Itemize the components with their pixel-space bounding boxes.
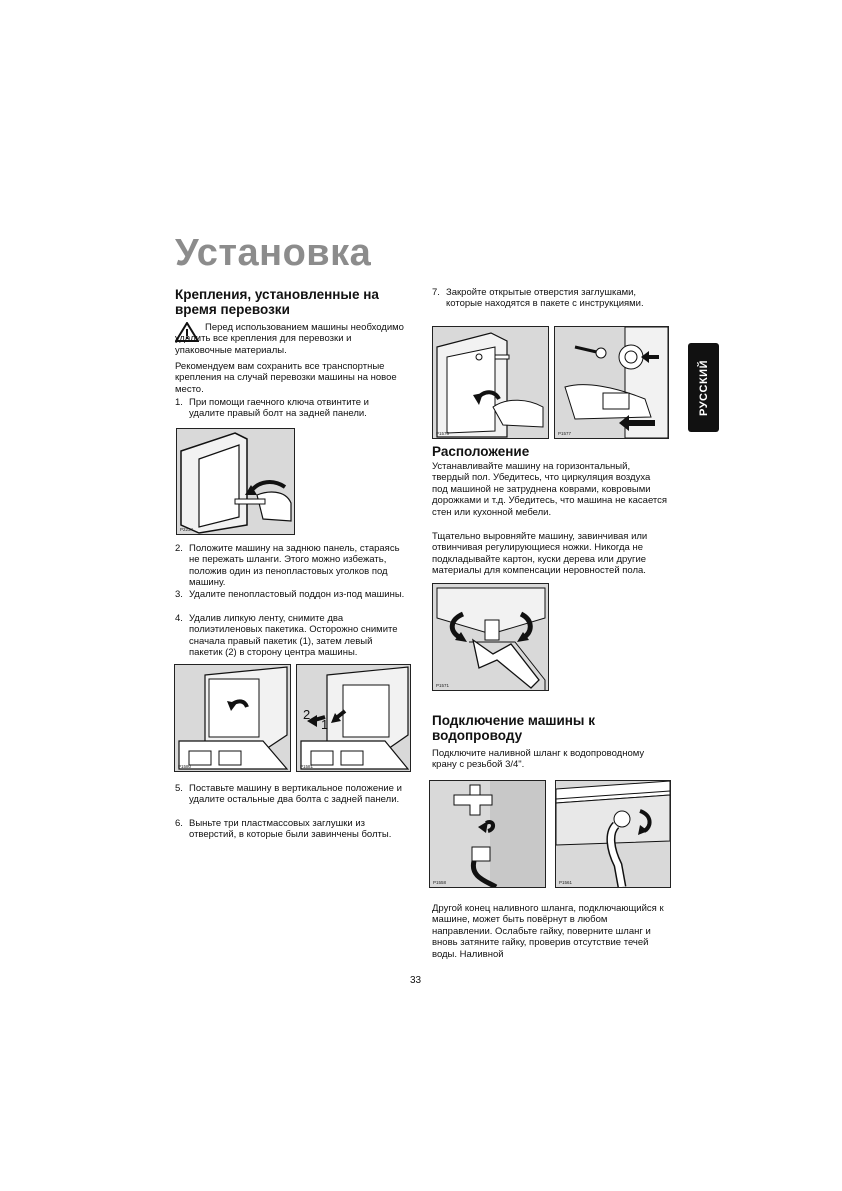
recommend-text: Рекомендуем вам сохранить все транспортные крепления на случай перевозки машины на новое место. bbox=[175, 361, 397, 395]
placement-text-1: Устанавливайте машину на горизонтальный, твердый пол. Убедитесь, что циркуляция воздуха под машиной не затруднена коврами, ковровыми дорожками и т.д. Убедитесь, что машина не касается стен или кухонной мебели. bbox=[432, 461, 668, 518]
list-item-number: 6. bbox=[175, 818, 183, 829]
figure-code: P1576 bbox=[436, 431, 450, 436]
list-item-number: 3. bbox=[175, 589, 183, 600]
water-text-1: Подключите наливной шланг к водопроводному крану с резьбой 3/4". bbox=[432, 748, 645, 771]
list-item-text: Удалите пенопластовый поддон из-под машины. bbox=[189, 589, 405, 600]
list-item-number: 2. bbox=[175, 543, 183, 554]
figure-label-2: 2 bbox=[303, 707, 311, 722]
list-item-text: Закройте открытые отверстия заглушками, которые находятся в пакете с инструкциями. bbox=[446, 287, 644, 310]
section-heading-placement: Расположение bbox=[432, 444, 530, 459]
figure-adjust-feet bbox=[432, 583, 549, 691]
list-item-number: 5. bbox=[175, 783, 183, 794]
figure-code: P1581 bbox=[300, 764, 314, 769]
list-item-number: 1. bbox=[175, 397, 183, 408]
figure-label-1: 1 bbox=[321, 717, 329, 732]
page-title: Установка bbox=[175, 232, 372, 274]
list-item-number: 7. bbox=[432, 287, 440, 298]
list-item-text: Выньте три пластмассовых заглушки из отверстий, в которые были завинчены болты. bbox=[189, 818, 392, 841]
warning-text: Перед использованием машины необходимо удалить все крепления для перевозки и упаковочные материалы. bbox=[175, 322, 404, 356]
language-tab bbox=[688, 343, 719, 432]
figure-code: P1561 bbox=[559, 880, 573, 885]
page-number: 33 bbox=[410, 975, 422, 986]
figure-hose-machine bbox=[555, 780, 671, 888]
list-item-number: 4. bbox=[175, 613, 183, 624]
figure-insert-plugs bbox=[432, 326, 549, 439]
figure-remove-tray bbox=[174, 664, 291, 772]
figure-code: P1577 bbox=[558, 431, 572, 436]
placement-text-2: Тщательно выровняйте машину, завинчивая или отвинчивая регулирующиеся ножки. Никогда не подкладывайте картон, куски дерева или другие материалы для компенсации неровностей пола. bbox=[432, 531, 648, 577]
figure-remove-bags bbox=[296, 664, 411, 772]
list-item-text: Положите машину на заднюю панель, стараясь не пережать шланги. Этого можно избежать, положив один из пенопластовых уголков под машину. bbox=[189, 543, 400, 589]
list-item-text: Поставьте машину в вертикальное положение и удалите остальные два болта с задней панели. bbox=[189, 783, 402, 806]
figure-remove-bolt bbox=[176, 428, 295, 535]
language-tab-label: РУССКИЙ bbox=[697, 359, 710, 416]
figure-code: P1571 bbox=[436, 683, 450, 688]
section-heading-transport: Крепления, установленные на время перевозки bbox=[175, 287, 379, 317]
figure-code: P1558 bbox=[433, 880, 447, 885]
figure-code: P2234 bbox=[180, 527, 194, 532]
figure-code: P1580 bbox=[178, 764, 192, 769]
figure-plug-detail bbox=[554, 326, 669, 439]
list-item-text: При помощи гаечного ключа отвинтите и удалите правый болт на задней панели. bbox=[189, 397, 369, 420]
list-item-text: Удалив липкую ленту, снимите два полиэтиленовых пакетика. Осторожно снимите сначала правый пакетик (1), затем левый пакетик (2) в сторону центра машины. bbox=[189, 613, 398, 659]
figure-tap-connection bbox=[429, 780, 546, 888]
section-heading-water: Подключение машины к водопроводу bbox=[432, 713, 595, 743]
water-text-2: Другой конец наливного шланга, подключающийся к машине, может быть повёрнут в любом направлении. Ослабьте гайку, поверните шланг и вновь затяните гайку, проверив отсутствие течей воды. Наливной bbox=[432, 903, 664, 960]
